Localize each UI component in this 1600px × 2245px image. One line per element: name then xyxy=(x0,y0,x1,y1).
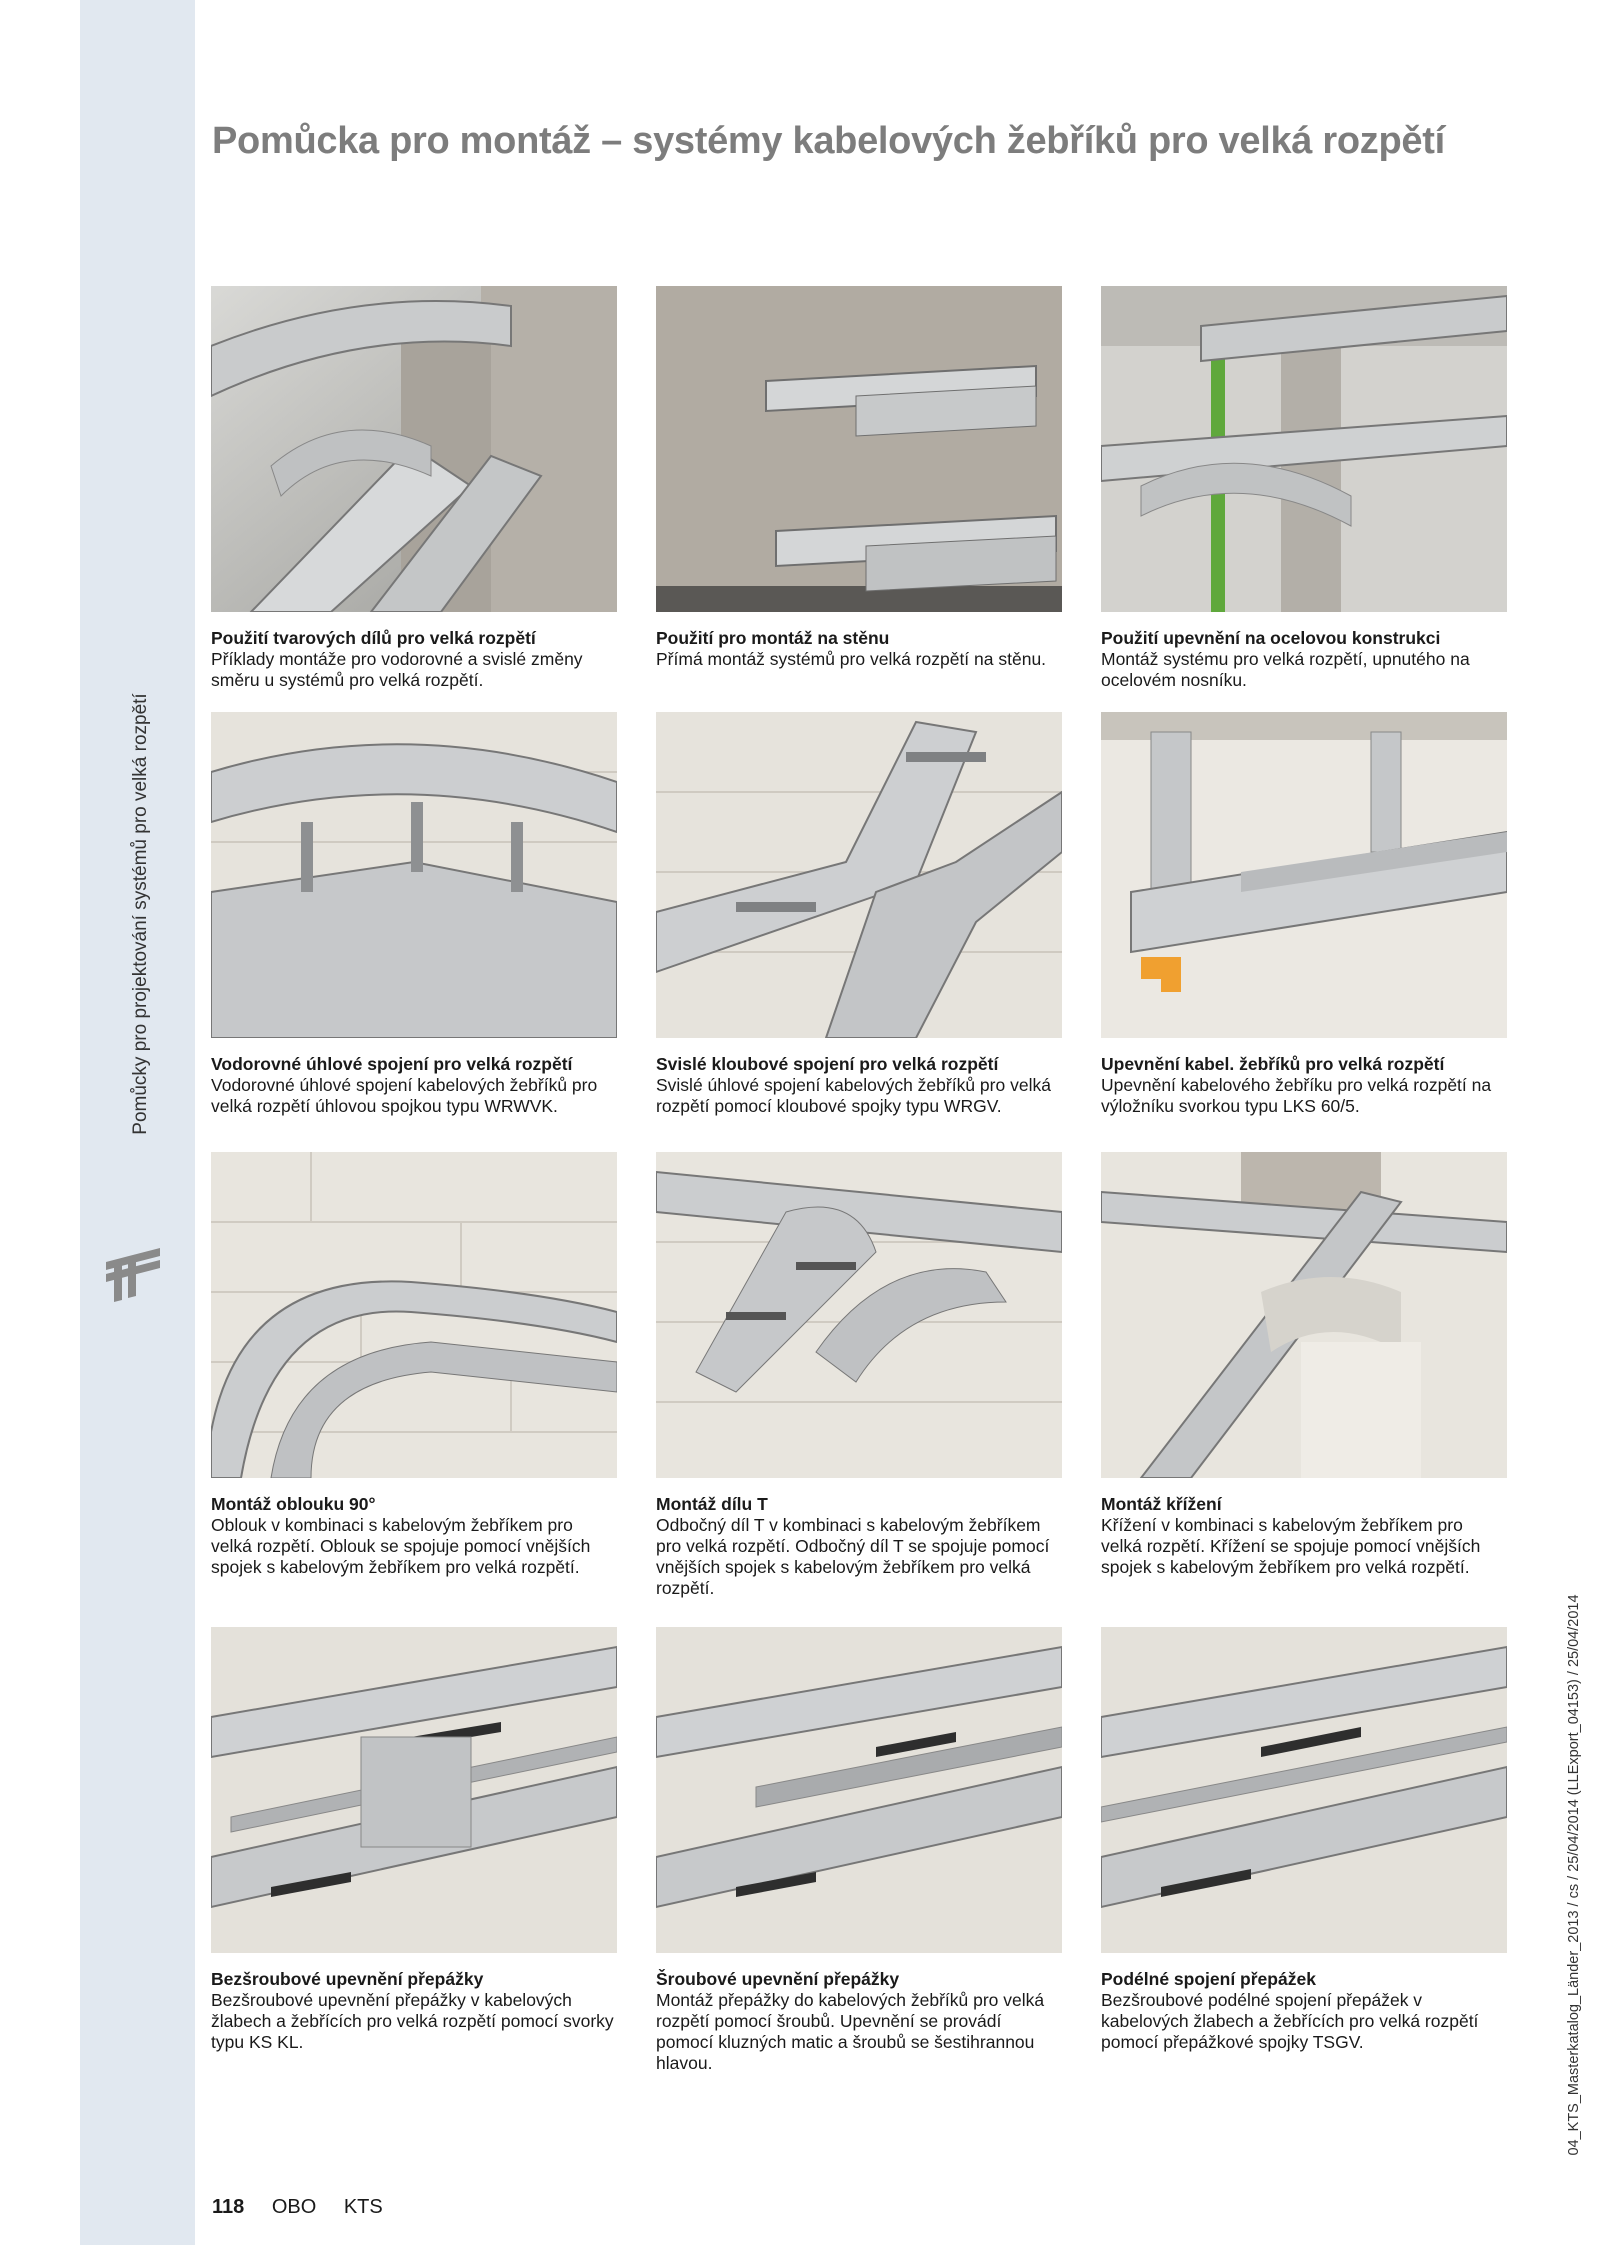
caption-heading: Vodorovné úhlové spojení pro velká rozpětí xyxy=(211,1054,573,1074)
photo-horizontal-angle xyxy=(211,712,617,1038)
photo-crossing xyxy=(1101,1152,1507,1478)
caption xyxy=(1101,628,1507,691)
caption xyxy=(656,1494,1062,1599)
grid-item xyxy=(656,712,1062,1117)
photo-bend-fittings xyxy=(211,286,617,612)
grid-item xyxy=(1101,1627,1507,2053)
caption-heading: Podélné spojení přepážek xyxy=(1101,1969,1316,1989)
grid-item xyxy=(656,1152,1062,1599)
caption-heading: Použití tvarových dílů pro velká rozpětí xyxy=(211,628,536,648)
caption-heading: Montáž oblouku 90° xyxy=(211,1494,376,1514)
caption xyxy=(211,1969,617,2053)
caption-heading: Použití upevnění na ocelovou konstrukci xyxy=(1101,628,1441,648)
photo-screwless-divider xyxy=(211,1627,617,1953)
photo-steel-structure xyxy=(1101,286,1507,612)
caption-text: Bezšroubové upevnění přepážky v kabelových žlabech a žebřících pro velká rozpětí pomocí svorky typu KS KL. xyxy=(211,1990,614,2052)
grid-item xyxy=(211,712,617,1117)
caption-heading: Montáž dílu T xyxy=(656,1494,768,1514)
grid-item xyxy=(211,286,617,691)
caption-text: Montáž systému pro velká rozpětí, upnutého na ocelovém nosníku. xyxy=(1101,649,1470,690)
page-number: 118 xyxy=(212,2196,245,2218)
caption xyxy=(211,1494,617,1578)
caption-text: Vodorovné úhlové spojení kabelových žebříků pro velká rozpětí úhlovou spojkou typu WRWVK. xyxy=(211,1075,598,1116)
photo-bend-90 xyxy=(211,1152,617,1478)
caption xyxy=(1101,1054,1507,1117)
caption xyxy=(1101,1969,1507,2053)
photo-cable-ladder-clamp xyxy=(1101,712,1507,1038)
caption-text: Montáž přepážky do kabelových žebříků pro velká rozpětí pomocí šroubů. Upevnění se provádí pomocí kluzných matic a šroubů se šestihrannou hlavou. xyxy=(656,1990,1045,2073)
caption-heading: Montáž křížení xyxy=(1101,1494,1222,1514)
caption-heading: Šroubové upevnění přepážky xyxy=(656,1969,900,1989)
caption xyxy=(656,628,1062,670)
grid-item xyxy=(656,286,1062,670)
caption xyxy=(656,1054,1062,1117)
page-footer xyxy=(212,2196,383,2219)
caption-text: Příklady montáže pro vodorovné a svislé změny směru u systémů pro velká rozpětí. xyxy=(211,649,583,690)
caption-text: Bezšroubové podélné spojení přepážek v kabelových žlabech a žebřících pro velká rozpětí pomocí přepážkové spojky TSGV. xyxy=(1101,1990,1479,2052)
caption-heading: Svislé kloubové spojení pro velká rozpětí xyxy=(656,1054,999,1074)
caption-heading: Upevnění kabel. žebříků pro velká rozpětí xyxy=(1101,1054,1445,1074)
caption-text: Upevnění kabelového žebříku pro velká rozpětí na výložníku svorkou typu LKS 60/5. xyxy=(1101,1075,1492,1116)
grid-item xyxy=(211,1627,617,2053)
obo-logo-icon xyxy=(104,1244,162,1304)
caption-text: Oblouk v kombinaci s kabelovým žebříkem pro velká rozpětí. Oblouk se spojuje pomocí vnějších spojek s kabelovým žebříkem pro velká rozpětí. xyxy=(211,1515,591,1577)
caption-heading: Použití pro montáž na stěnu xyxy=(656,628,890,648)
grid-item xyxy=(1101,712,1507,1117)
grid-item xyxy=(1101,286,1507,691)
caption xyxy=(656,1969,1062,2074)
photo-tee-piece xyxy=(656,1152,1062,1478)
grid-item xyxy=(1101,1152,1507,1578)
page-title: Pomůcka pro montáž – systémy kabelových žebříků pro velká rozpětí xyxy=(212,120,1445,162)
photo-wall-mounting xyxy=(656,286,1062,612)
photo-vertical-joint xyxy=(656,712,1062,1038)
caption-text: Křížení v kombinaci s kabelovým žebříkem pro velká rozpětí. Křížení se spojuje pomocí vnějších spojek s kabelovým žebříkem pro velká rozpětí. xyxy=(1101,1515,1481,1577)
grid-item xyxy=(211,1152,617,1578)
caption xyxy=(211,1054,617,1117)
caption xyxy=(211,628,617,691)
footer-section: KTS xyxy=(343,2196,383,2218)
footer-brand: OBO xyxy=(271,2196,317,2218)
caption-text: Přímá montáž systémů pro velká rozpětí na stěnu. xyxy=(656,649,1047,669)
caption-text: Odbočný díl T v kombinaci s kabelovým žebříkem pro velká rozpětí. Odbočný díl T se spojuje pomocí vnějších spojek s kabelovým žebříkem pro velká rozpětí. xyxy=(656,1515,1050,1598)
photo-divider-joint xyxy=(1101,1627,1507,1953)
photo-screwed-divider xyxy=(656,1627,1062,1953)
caption-heading: Bezšroubové upevnění přepážky xyxy=(211,1969,484,1989)
grid-item xyxy=(656,1627,1062,2074)
caption xyxy=(1101,1494,1507,1578)
caption-text: Svislé úhlové spojení kabelových žebříků pro velká rozpětí pomocí kloubové spojky typu WRGV. xyxy=(656,1075,1051,1116)
